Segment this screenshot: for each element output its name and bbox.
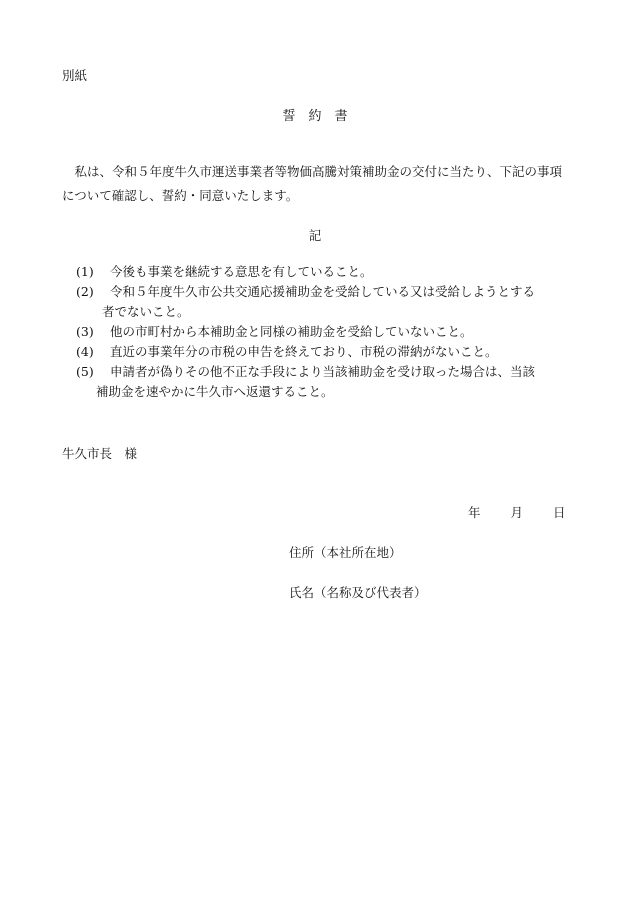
condition-text-continued: 補助金を速やかに牛久市へ返還すること。: [96, 384, 334, 399]
date-year: 年: [468, 505, 481, 520]
conditions-list: [76, 262, 572, 402]
attachment-label: 別紙: [62, 68, 88, 83]
condition-text-continued: 者でないこと。: [102, 304, 190, 319]
date-day: 日: [553, 505, 566, 520]
condition-item-5: [76, 362, 572, 402]
date-line: [468, 503, 566, 521]
condition-number: (4): [76, 344, 94, 359]
ki-heading: 記: [308, 228, 322, 243]
document-title-text: 誓 約 書: [282, 109, 348, 124]
condition-item-4: [76, 342, 572, 362]
condition-item-2: [76, 282, 572, 322]
condition-number: (3): [76, 324, 94, 339]
date-month: 月: [510, 505, 524, 520]
condition-text: 直近の事業年分の市税の申告を終えており、市税の滞納がないこと。: [110, 344, 498, 359]
condition-number: (1): [76, 264, 94, 279]
name-label: 氏名（名称及び代表者）: [289, 585, 427, 600]
address-label: 住所（本社所在地）: [289, 545, 402, 560]
condition-item-1: [76, 262, 572, 282]
condition-text: 今後も事業を継続する意思を有していること。: [110, 264, 373, 279]
condition-text: 申請者が偽りその他不正な手段により当該補助金を受け取った場合は、当該: [110, 364, 536, 379]
condition-number: (5): [76, 364, 94, 379]
document-title: [0, 105, 630, 124]
intro-paragraph: 私は、令和５年度牛久市運送事業者等物価高騰対策補助金の交付に当たり、下記の事項について確認し、誓約・同意いたします。: [62, 164, 563, 203]
condition-text: 令和５年度牛久市公共交通応援補助金を受給している又は受給しようとする: [110, 284, 536, 299]
condition-number: (2): [76, 284, 94, 299]
addressee: 牛久市長 様: [62, 446, 138, 461]
condition-text: 他の市町村から本補助金と同様の補助金を受給していないこと。: [110, 324, 473, 339]
condition-item-3: [76, 322, 572, 342]
